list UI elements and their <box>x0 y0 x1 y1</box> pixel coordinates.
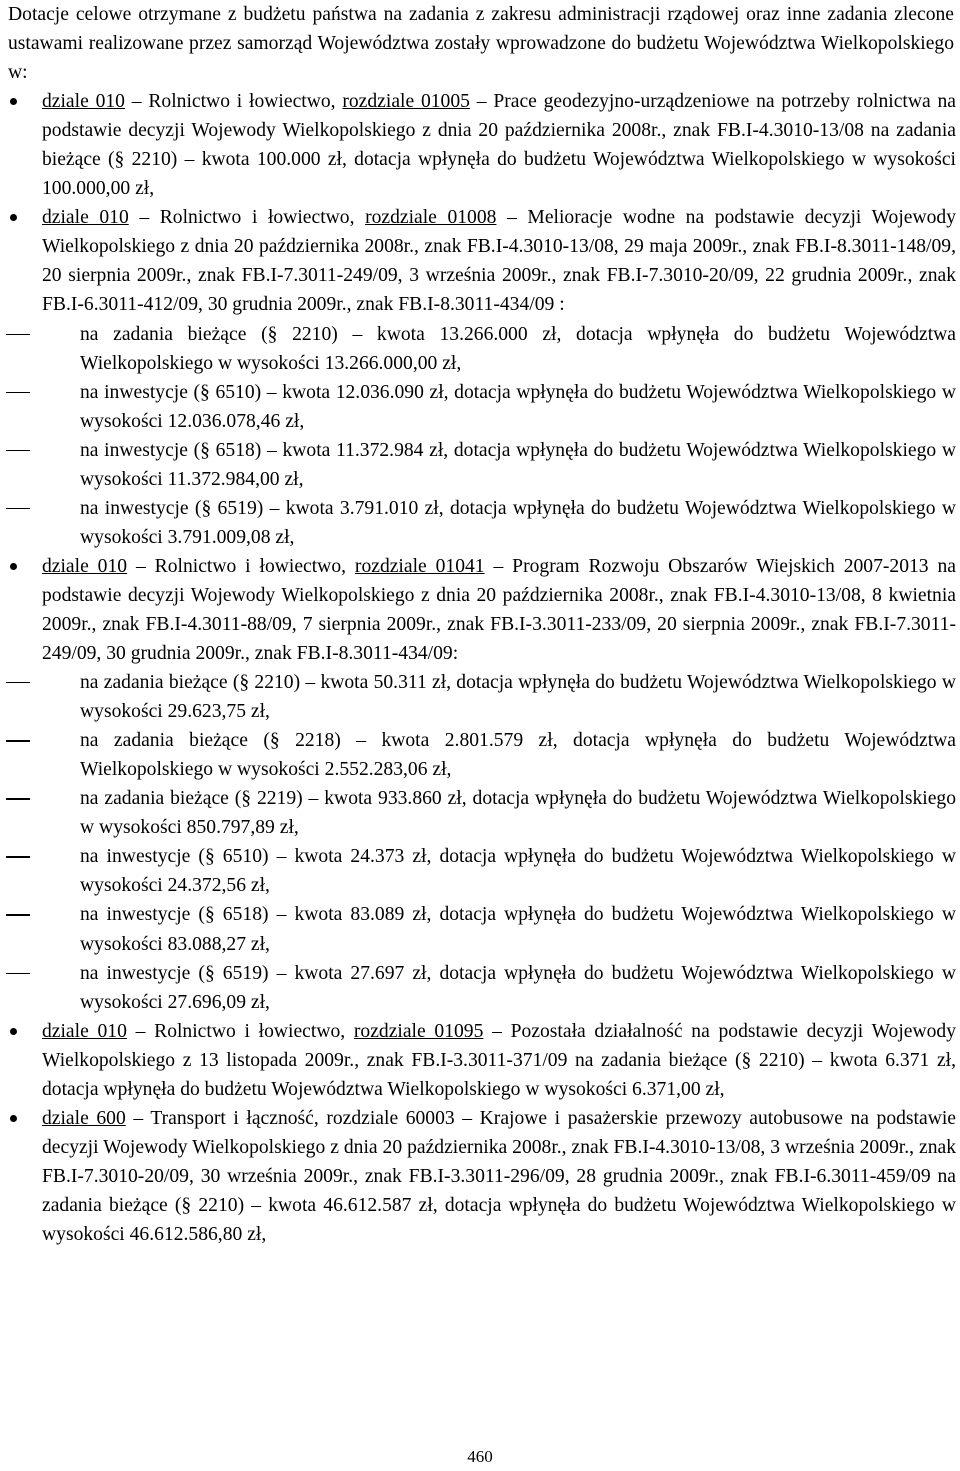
list-item <box>0 552 960 1017</box>
dzial-name: Rolnictwo i łowiectwo, <box>154 1020 354 1042</box>
dzial-name: Rolnictwo i łowiectwo, <box>154 555 355 577</box>
dash: – <box>125 1107 151 1129</box>
dzial-label: dziale 010 <box>42 207 129 229</box>
sub-list-item: na zadania bieżące (§ 2210) – kwota 13.266.000 zł, dotacja wpłynęła do budżetu Województwa Wielkopolskiego w wysokości 13.266.000,00 zł, <box>42 320 956 378</box>
item-text: – Prace geodezyjno-urządzeniowe na potrzeby rolnictwa na podstawie decyzji Wojewody Wielkopolskiego z dnia 20 października 2008r., znak FB.I-4.3010-13/08 na zadania bieżące (§ 2210) – kwota 100.000 zł, dotacja wpłynęła do budżetu Województwa Wielkopolskiego w wysokości 100.000,00 zł, <box>42 91 956 200</box>
list-item <box>0 203 960 552</box>
rozdzial-label: rozdziale 01008 <box>365 207 497 229</box>
dzial-name: Rolnictwo i łowiectwo, <box>148 91 343 113</box>
sub-list-item: na inwestycje (§ 6510) – kwota 12.036.090 zł, dotacja wpłynęła do budżetu Województwa Wielkopolskiego w wysokości 12.036.078,46 zł, <box>42 378 956 436</box>
list-item <box>0 1104 960 1249</box>
dash: – <box>128 207 160 229</box>
sub-list-item: na inwestycje (§ 6519) – kwota 3.791.010 zł, dotacja wpłynęła do budżetu Województwa Wielkopolskiego w wysokości 3.791.009,08 zł, <box>42 494 956 552</box>
page-number: 460 <box>467 1447 493 1466</box>
list-item <box>0 87 960 203</box>
dzial-label: dziale 010 <box>42 91 125 113</box>
sub-list-item: na zadania bieżące (§ 2218) – kwota 2.801.579 zł, dotacja wpłynęła do budżetu Województwa Wielkopolskiego w wysokości 2.552.283,06 zł, <box>42 726 956 784</box>
dzial-label: dziale 010 <box>42 555 128 577</box>
sub-list-item: na inwestycje (§ 6518) – kwota 83.089 zł, dotacja wpłynęła do budżetu Województwa Wielkopolskiego w wysokości 83.088,27 zł, <box>42 900 956 958</box>
dzial-name: Rolnictwo i łowiectwo, <box>159 207 366 229</box>
item-text: Transport i łączność, rozdziale 60003 – Krajowe i pasażerskie przewozy autobusowe na podstawie decyzji Wojewody Wielkopolskiego z dnia 20 października 2008r., znak FB.I-4.3010-13/08, 3 września 2009r., znak FB.I-7.3010-20/09, 30 września 2009r., znak FB.I-3.3011-296/09, 28 grudnia 2009r., znak FB.I-6.3011-459/09 na zadania bieżące (§ 2210) – kwota 46.612.587 zł, dotacja wpłynęła do budżetu Województwa Wielkopolskiego w wysokości 46.612.586,80 zł, <box>42 1107 956 1245</box>
sub-list-item: na inwestycje (§ 6510) – kwota 24.373 zł, dotacja wpłynęła do budżetu Województwa Wielkopolskiego w wysokości 24.372,56 zł, <box>42 842 956 900</box>
rozdzial-label: rozdziale 01041 <box>354 555 485 577</box>
item-text: – Program Rozwoju Obszarów Wiejskich 2007-2013 na podstawie decyzji Wojewody Wielkopolskiego z dnia 20 października 2008r., znak FB.I-4.3010-13/08, 8 kwietnia 2009r., znak FB.I-4.3011-88/09, 7 sierpnia 2009r., znak FB.I-3.3011-233/09, 20 sierpnia 2009r., znak FB.I-7.3011-249/09, 30 grudnia 2009r., znak FB.I-8.3011-434/09: <box>42 555 956 665</box>
intro-paragraph: Dotacje celowe otrzymane z budżetu państwa na zadania z zakresu administracji rządowej oraz inne zadania zlecone ustawami realizowane przez samorząd Województwa zostały wprowadzone do budżetu Województwa Wielkopolskiego w: <box>8 4 954 84</box>
dash: – <box>124 91 149 113</box>
item-text: – Melioracje wodne na podstawie decyzji Wojewody Wielkopolskiego z dnia 20 października 2008r., znak FB.I-4.3010-13/08, 29 maja 2009r., znak FB.I-8.3011-148/09, 20 sierpnia 2009r., znak FB.I-7.3011-249/09, 3 września 2009r., znak FB.I-7.3010-20/09, 22 grudnia 2009r., znak FB.I-6.3011-412/09, 30 grudnia 2009r., znak FB.I-8.3011-434/09 : <box>42 207 956 316</box>
dash: – <box>127 555 155 577</box>
sub-list-item: na inwestycje (§ 6518) – kwota 11.372.984 zł, dotacja wpłynęła do budżetu Województwa Wielkopolskiego w wysokości 11.372.984,00 zł, <box>42 436 956 494</box>
rozdzial-label: rozdziale 01095 <box>353 1020 484 1042</box>
dzial-label: dziale 600 <box>42 1107 126 1129</box>
list-item <box>0 1017 960 1104</box>
item-text: – Pozostała działalność na podstawie decyzji Wojewody Wielkopolskiego z 13 listopada 2009r., znak FB.I-3.3011-371/09 na zadania bieżące (§ 2210) – kwota 6.371 zł, dotacja wpłynęła do budżetu Województwa Wielkopolskiego w wysokości 6.371,00 zł, <box>42 1020 956 1100</box>
rozdzial-label: rozdziale 01005 <box>342 91 470 113</box>
sub-list-item: na zadania bieżące (§ 2210) – kwota 50.311 zł, dotacja wpłynęła do budżetu Województwa Wielkopolskiego w wysokości 29.623,75 zł, <box>42 668 956 726</box>
sub-list-item: na zadania bieżące (§ 2219) – kwota 933.860 zł, dotacja wpłynęła do budżetu Województwa Wielkopolskiego w wysokości 850.797,89 zł, <box>42 784 956 842</box>
dotacje-list <box>0 87 960 1249</box>
dash: – <box>126 1020 155 1042</box>
sub-list <box>42 320 956 552</box>
sub-list-item: na inwestycje (§ 6519) – kwota 27.697 zł, dotacja wpłynęła do budżetu Województwa Wielkopolskiego w wysokości 27.696,09 zł, <box>42 959 956 1017</box>
dzial-label: dziale 010 <box>42 1020 127 1042</box>
sub-list <box>42 668 956 1017</box>
